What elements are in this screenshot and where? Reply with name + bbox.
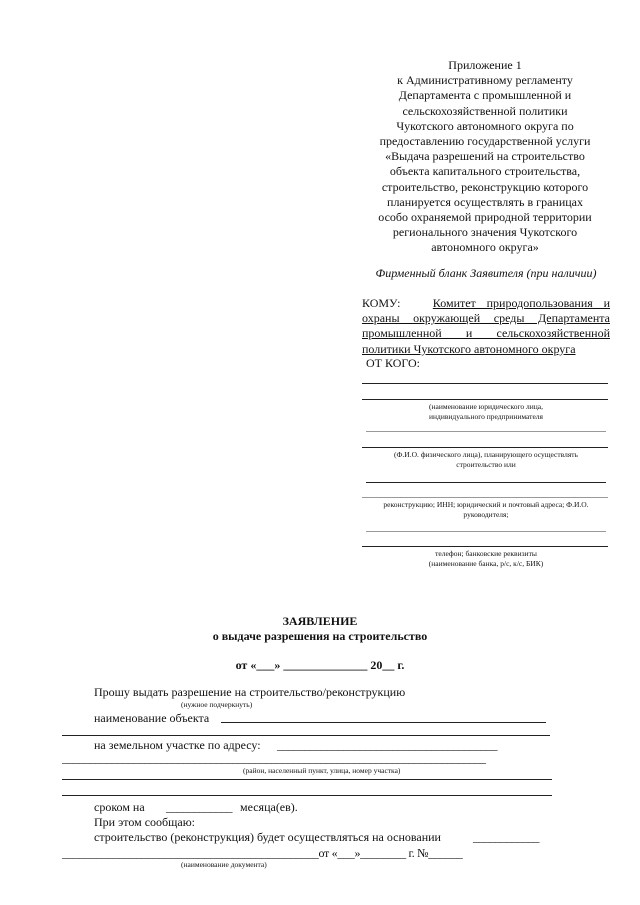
caption-line: индивидуального предпринимателя [429, 411, 543, 421]
request-note: (нужное подчеркнуть) [181, 700, 253, 709]
appendix-line: особо охраняемой природной территории [378, 210, 592, 225]
object-field-line[interactable] [62, 735, 550, 736]
address-line[interactable]: _____________________________________________________________________________ [62, 751, 486, 765]
recipient-text: Комитет природопользования и охраны окружающей среды Департамента промышленной и сельскохозяйственной политики Чукотского автономного округа [362, 296, 611, 356]
caption-line: реконструкцию; ИНН; юридический и почтовый адреса; Ф.И.О. [383, 500, 589, 509]
caption-line: телефон; банковские реквизиты [435, 549, 537, 558]
document-note: (наименование документа) [181, 860, 267, 869]
recipient-label: КОМУ: [362, 296, 401, 310]
address-blank[interactable]: ________________________________________ [277, 738, 497, 752]
caption-line: руководителя; [463, 509, 509, 519]
address-label: на земельном участке по адресу: [94, 738, 261, 752]
address-field-line[interactable] [62, 795, 552, 796]
appendix-line: Департамента с промышленной и [398, 88, 572, 103]
sender-caption [362, 549, 610, 568]
appendix-line: автономного округа» [431, 240, 539, 255]
object-label: наименование объекта [94, 711, 210, 725]
sender-line [366, 431, 606, 432]
appendix-line: регионального значения Чукотского [392, 225, 578, 240]
appendix-line: Чукотского автономного округа по [396, 118, 574, 133]
basis-text: строительство (реконструкция) будет осуществляться на основании [94, 830, 441, 844]
object-field-line[interactable] [221, 722, 546, 723]
from-label: ОТ КОГО: [366, 356, 421, 370]
document-line[interactable]: _____________________________________________от «___»________ г. №______ [62, 846, 463, 860]
sender-line [362, 399, 608, 400]
appendix-line: сельскохозяйственной политики [402, 103, 568, 118]
document-title: ЗАЯВЛЕНИЕ [282, 614, 358, 628]
sender-line [366, 531, 606, 532]
appendix-line: предоставлению государственной услуги [379, 134, 591, 149]
term-label: сроком на [94, 800, 145, 814]
sender-caption [362, 450, 610, 469]
appendix-line: Приложение 1 [448, 58, 522, 72]
appendix-line: строительство, реконструкцию которого [381, 179, 589, 194]
sender-caption [362, 402, 610, 421]
appendix-line: объекта капитального строительства, [389, 164, 581, 179]
caption-line: (наименование банка, р/с, к/с, БИК) [428, 558, 544, 568]
term-blank[interactable]: ____________ [166, 800, 232, 814]
document-subtitle: о выдаче разрешения на строительство [212, 629, 428, 643]
caption-line: строительство или [456, 459, 516, 469]
caption-line: (наименование юридического лица, [428, 402, 543, 411]
sender-line [362, 546, 608, 547]
caption-line: (Ф.И.О. физического лица), планирующего осуществлять [394, 450, 578, 459]
notice-text: При этом сообщаю: [94, 815, 195, 829]
appendix-line: «Выдача разрешений на строительство [385, 149, 585, 164]
basis-blank[interactable]: ____________ [473, 830, 539, 844]
appendix-line: планируется осуществлять в границах [387, 194, 583, 209]
sender-caption [362, 500, 610, 519]
sender-line [362, 383, 608, 384]
appendix-header [360, 58, 610, 256]
request-text: Прошу выдать разрешение на строительство/реконструкцию [94, 685, 406, 699]
term-unit: месяца(ев). [240, 800, 298, 814]
sender-line [362, 497, 608, 498]
date-line: от «___» ______________ 20__ г. [235, 658, 405, 672]
address-note: (район, населенный пункт, улица, номер участка) [243, 766, 401, 775]
appendix-line: к Административному регламенту [397, 73, 573, 88]
recipient-block [362, 296, 610, 357]
sender-line [362, 447, 608, 448]
sender-line [366, 482, 606, 483]
letterhead-note: Фирменный бланк Заявителя (при наличии) [375, 266, 597, 280]
address-field-line[interactable] [62, 779, 552, 780]
